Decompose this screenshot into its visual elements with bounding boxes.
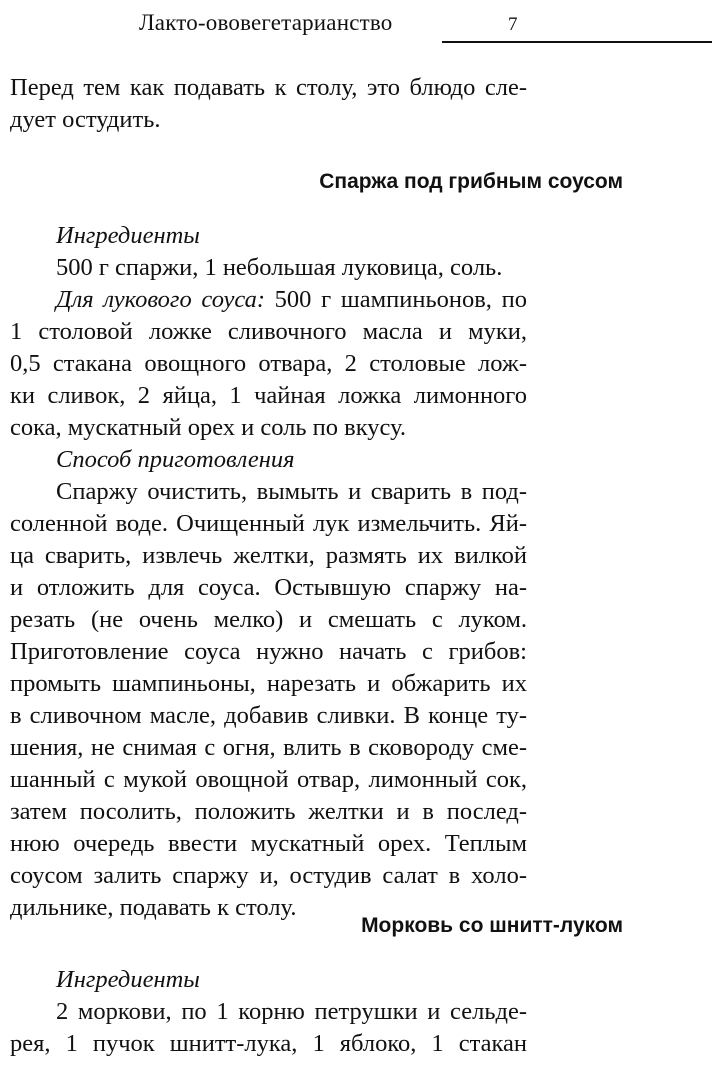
method-label: Способ приготовления: [56, 446, 295, 473]
body-text-line: соусом залить спаржу и, остудив салат в холо-: [10, 862, 527, 889]
body-text-line: Перед тем как подавать к столу, это блюдо сле-: [10, 74, 527, 101]
sauce-line-rest: 500 г шампиньонов, по: [264, 286, 527, 313]
body-text-line: соленной воде. Очищенный лук измельчить. Яй-: [10, 510, 527, 537]
sauce-label: Для лукового соуса:: [56, 286, 265, 313]
sauce-line: [56, 284, 527, 316]
ingredients-label: Ингредиенты: [56, 966, 200, 993]
body-text-line: рея, 1 пучок шнитт-лука, 1 яблоко, 1 стакан: [10, 1030, 527, 1057]
running-header-title: Лакто-ововегетарианство: [139, 10, 393, 35]
ingredients-line: 500 г спаржи, 1 небольшая луковица, соль.: [56, 254, 503, 281]
recipe-heading: Морковь со шнитт-луком: [361, 914, 623, 937]
recipe-heading: Спаржа под грибным соусом: [319, 170, 623, 193]
body-text-line: 0,5 стакана овощного отвара, 2 столовые лож-: [10, 350, 527, 377]
ingredients-label: Ингредиенты: [56, 222, 200, 249]
body-text-line: дует остудить.: [10, 106, 161, 133]
body-text-line: сока, мускатный орех и соль по вкусу.: [10, 414, 407, 441]
running-header: [0, 8, 724, 42]
body-text-line: 2 моркови, по 1 корню петрушки и сельде-: [56, 998, 527, 1025]
header-rule: [442, 41, 712, 43]
body-text-line: затем посолить, положить желтки и в послед-: [10, 798, 527, 825]
body-text-line: шанный с мукой овощной отвар, лимонный сок,: [10, 766, 527, 793]
body-text-line: промыть шампиньоны, нарезать и обжарить их: [10, 670, 527, 697]
page-number: 7: [508, 14, 518, 35]
body-text-line: в сливочном масле, добавив сливки. В конце ту-: [10, 702, 527, 729]
body-text-line: ки сливок, 2 яйца, 1 чайная ложка лимонного: [10, 382, 527, 409]
body-text-line: и отложить для соуса. Остывшую спаржу на-: [10, 574, 527, 601]
body-text-line: шения, не снимая с огня, влить в сковороду сме-: [10, 734, 527, 761]
body-text-line: ца сварить, извлечь желтки, размять их вилкой: [10, 542, 527, 569]
body-text-line: резать (не очень мелко) и смешать с луком.: [10, 606, 527, 633]
body-text-line: 1 столовой ложке сливочного масла и муки,: [10, 318, 527, 345]
body-text-line: нюю очередь ввести мускатный орех. Теплым: [10, 830, 527, 857]
body-text-line: Спаржу очистить, вымыть и сварить в под-: [56, 478, 527, 505]
body-text-line: Приготовление соуса нужно начать с грибов:: [10, 638, 527, 665]
body-text-line: дильнике, подавать к столу.: [10, 894, 297, 921]
